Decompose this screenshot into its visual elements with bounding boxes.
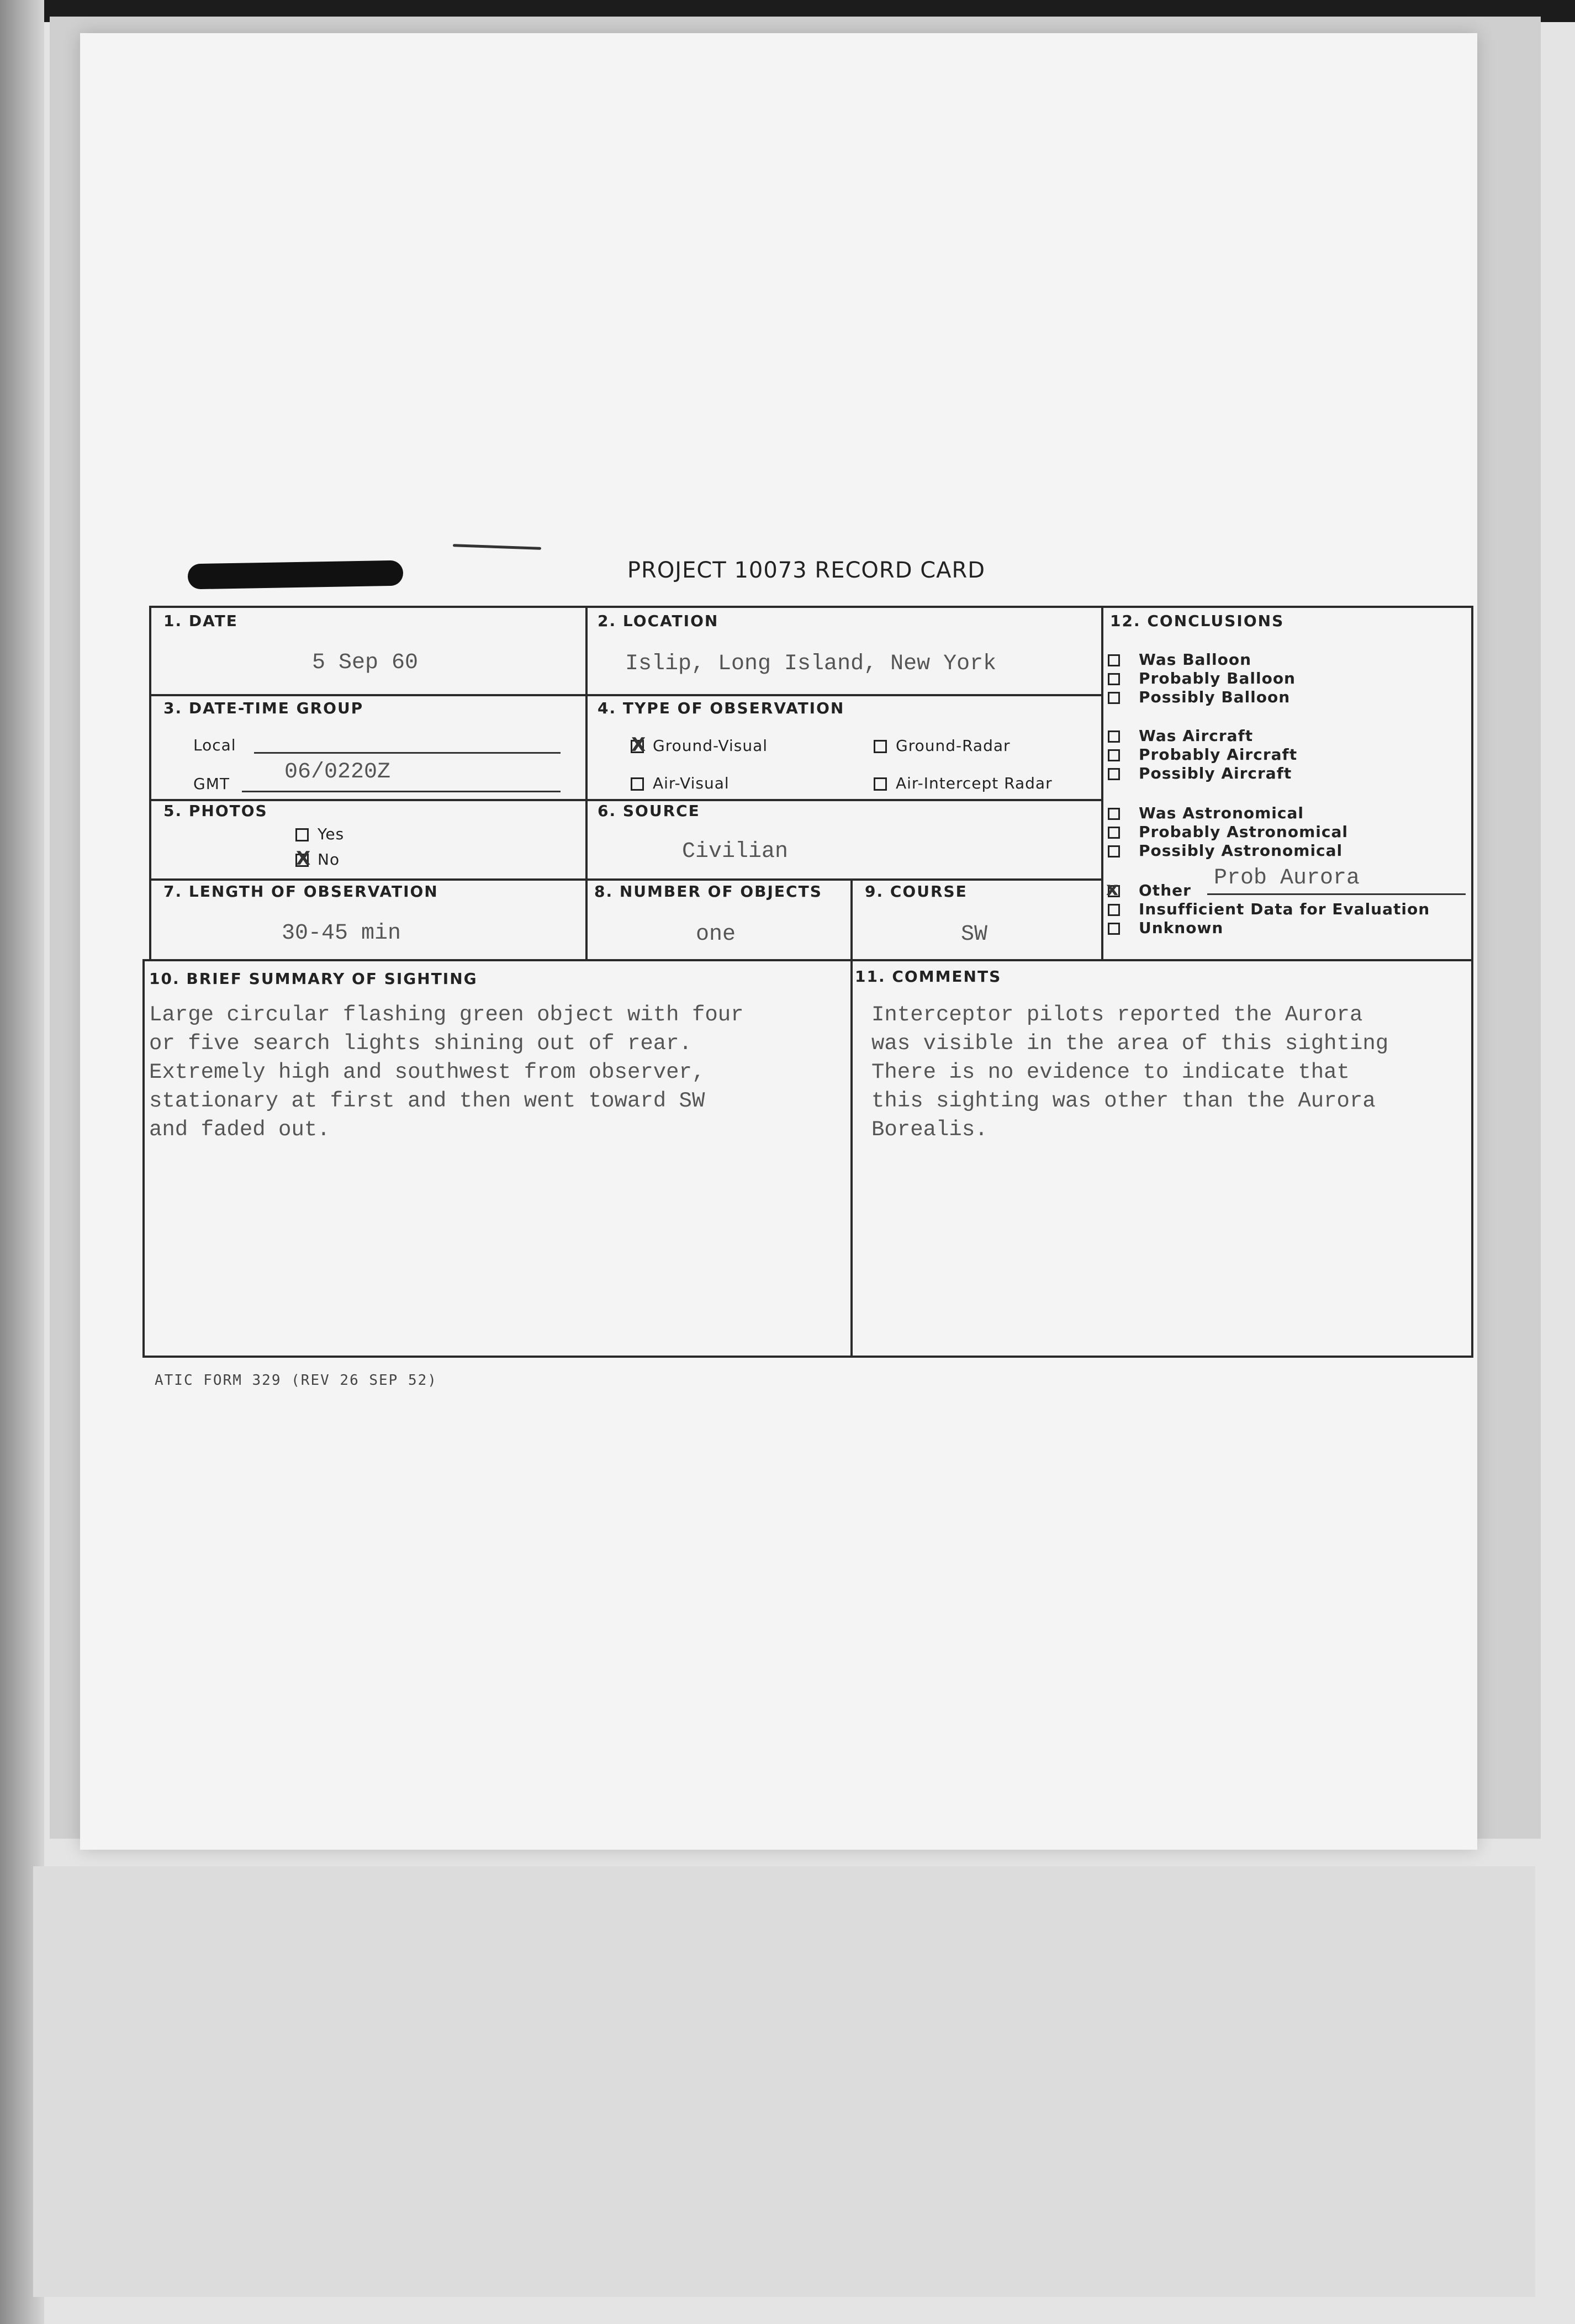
photos-yes: Yes [295,825,344,843]
checkbox-icon [1108,923,1120,935]
obs-air-intercept-radar: Air-Intercept Radar [874,774,1053,792]
location-value: Islip, Long Island, New York [625,652,997,676]
checkbox-icon [1108,730,1120,743]
checkbox-checked-icon [631,740,644,753]
checkbox-icon [1108,654,1120,666]
checkbox-icon [874,740,887,753]
comments-text: Interceptor pilots reported the Aurora was visible in the area of this sighting There is no evidence to indicate that this sighting was other than the Aurora Borealis. [871,1003,1389,1142]
source-value: Civilian [682,839,789,864]
form-id: ATIC FORM 329 (REV 26 SEP 52) [155,1372,437,1389]
gmt-value: 06/0220Z [284,760,391,785]
checkbox-icon [1108,904,1120,916]
length-label: 7. LENGTH OF OBSERVATION [163,882,438,901]
checkbox-icon [1108,827,1120,839]
conclusion-other: x Other [1106,878,1191,900]
redaction-mark [188,560,404,590]
checkbox-icon [1108,673,1120,685]
conclusion-probably-balloon: Probably Balloon [1108,669,1296,687]
observation-type-label: 4. TYPE OF OBSERVATION [598,699,845,717]
conclusion-possibly-balloon: Possibly Balloon [1108,688,1290,706]
dtg-label: 3. DATE-TIME GROUP [163,699,364,717]
photos-no: XNo [295,850,340,869]
comments-label: 11. COMMENTS [855,967,1002,986]
card-title: PROJECT 10073 RECORD CARD [627,558,986,583]
other-value: Prob Aurora [1214,866,1360,891]
checkbox-icon [1108,845,1120,857]
photos-label: 5. PHOTOS [163,802,268,820]
conclusion-was-astronomical: Was Astronomical [1108,804,1304,822]
other-underline [1207,893,1466,895]
conclusion-possibly-aircraft: Possibly Aircraft [1108,764,1292,782]
location-label: 2. LOCATION [598,612,719,630]
gmt-underline [242,791,561,792]
source-label: 6. SOURCE [598,802,700,820]
local-label: Local [193,736,236,754]
conclusion-was-aircraft: Was Aircraft [1108,727,1253,745]
length-value: 30-45 min [282,921,401,946]
checkbox-icon [1108,692,1120,704]
conclusions-label: 12. CONCLUSIONS [1110,612,1285,630]
conclusion-was-balloon: Was Balloon [1108,650,1251,669]
conclusion-probably-aircraft: Probably Aircraft [1108,745,1297,764]
conclusion-unknown: Unknown [1108,919,1223,937]
obs-ground-visual: XGround-Visual [631,737,768,755]
checkbox-icon [295,828,309,841]
checkbox-checked-icon [295,854,309,867]
checkbox-checked-icon: x [1108,885,1120,897]
obs-air-visual: Air-Visual [631,774,730,792]
checkbox-icon [1108,749,1120,761]
number-objects-value: one [696,922,736,947]
conclusion-probably-astronomical: Probably Astronomical [1108,823,1348,841]
summary-text: Large circular flashing green object with four or five search lights shining out of rear. Extremely high and southwest from observer, stationary at first and then went toward SW and faded out. [149,1003,744,1142]
number-objects-label: 8. NUMBER OF OBJECTS [594,882,822,901]
checkbox-icon [631,777,644,791]
summary-label: 10. BRIEF SUMMARY OF SIGHTING [149,970,478,988]
obs-ground-radar: Ground-Radar [874,737,1011,755]
date-label: 1. DATE [163,612,238,630]
checkbox-icon [1108,768,1120,780]
local-underline [254,752,561,754]
date-value: 5 Sep 60 [312,650,419,675]
lower-sheet [33,1866,1535,2297]
conclusion-possibly-astronomical: Possibly Astronomical [1108,841,1343,860]
checkbox-icon [1108,808,1120,820]
checkbox-icon [874,777,887,791]
gmt-label: GMT [193,775,230,793]
conclusion-insufficient-data: Insufficient Data for Evaluation [1108,900,1430,918]
course-value: SW [961,922,988,947]
course-label: 9. COURSE [865,882,968,901]
